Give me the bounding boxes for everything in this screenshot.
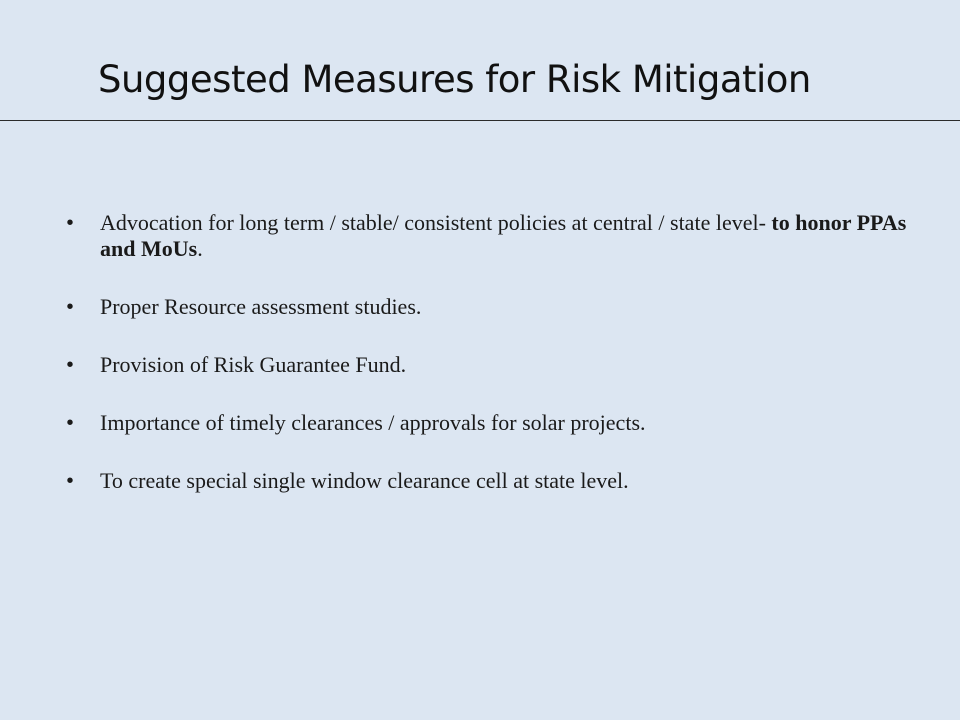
bullet-icon: • — [66, 354, 74, 376]
bullet-item — [60, 352, 920, 378]
bullet-item — [60, 294, 920, 320]
bullet-text: Advocation for long term / stable/ consistent policies at central / state level- — [100, 210, 772, 235]
bullet-icon: • — [66, 212, 74, 234]
bullet-bold-text: to honor PPAs and MoUs — [100, 210, 907, 261]
bullet-text: Proper Resource assessment studies. — [100, 294, 422, 319]
bullet-icon: • — [66, 470, 74, 492]
bullet-icon: • — [66, 412, 74, 434]
slide-title: Suggested Measures for Risk Mitigation — [98, 58, 811, 101]
bullet-text: Importance of timely clearances / approvals for solar projects. — [100, 410, 646, 435]
bullet-text: Provision of Risk Guarantee Fund. — [100, 352, 407, 377]
title-divider — [0, 120, 960, 121]
bullet-item — [60, 410, 920, 436]
bullet-item — [60, 210, 920, 262]
bullet-item — [60, 468, 920, 494]
bullet-suffix: . — [197, 236, 203, 261]
bullet-list — [60, 210, 920, 526]
bullet-text: To create special single window clearance cell at state level. — [100, 468, 629, 493]
bullet-icon: • — [66, 296, 74, 318]
